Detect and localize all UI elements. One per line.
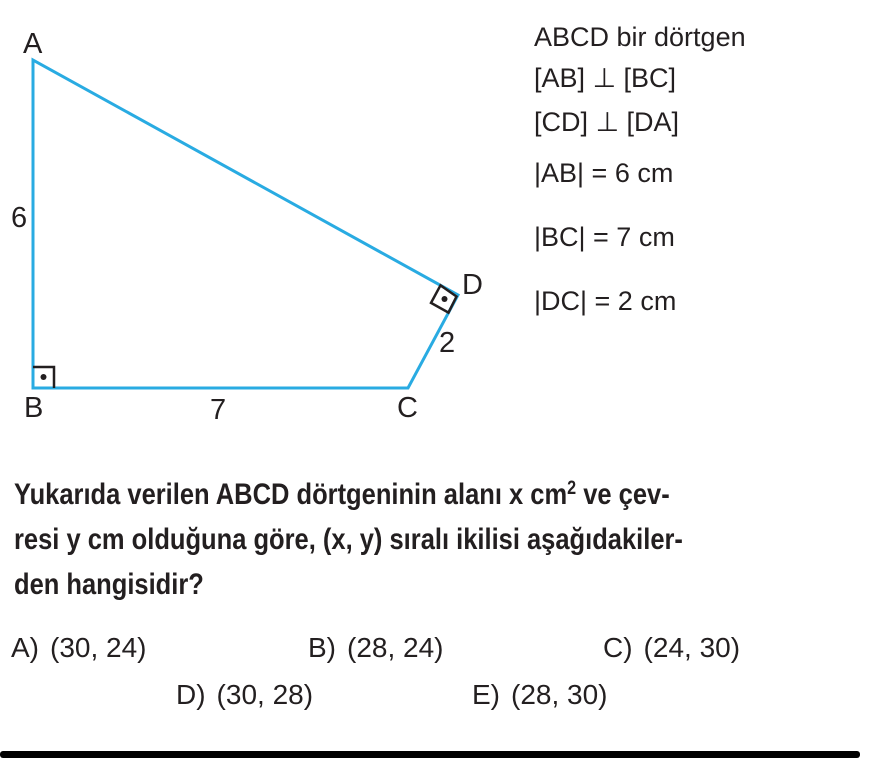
option-a-label: A) (11, 632, 39, 663)
option-c-label: C) (603, 632, 633, 663)
bottom-scan-bar (0, 751, 860, 758)
vertex-label-a: A (23, 28, 43, 60)
option-b-label: B) (308, 632, 336, 663)
option-c-value: (24, 30) (643, 632, 741, 663)
given-line-5: |BC| = 7 cm (534, 222, 675, 252)
question-text (14, 466, 683, 607)
right-angle-dot-b (41, 374, 47, 380)
question-line-3: den hangisidir? (14, 568, 204, 601)
quadrilateral-outline (33, 60, 458, 388)
side-label-ab: 6 (11, 202, 28, 234)
question-line-2: resi y cm olduğuna göre, (x, y) sıralı ikilisi aşağıdakiler- (14, 523, 683, 556)
option-e-label: E) (472, 679, 500, 710)
quadrilateral-figure (0, 0, 520, 460)
given-line-2: [AB] ⊥ [BC] (534, 63, 677, 93)
vertex-label-b: B (24, 392, 44, 424)
area-superscript: 2 (567, 478, 577, 499)
given-line-6: |DC| = 2 cm (534, 286, 677, 316)
option-a[interactable] (11, 634, 147, 662)
vertex-label-d: D (462, 269, 483, 301)
option-c[interactable] (603, 634, 740, 662)
option-e-value: (28, 30) (511, 679, 608, 710)
option-b[interactable] (308, 634, 444, 662)
option-a-value: (30, 24) (50, 632, 147, 663)
side-label-cd: 2 (439, 327, 456, 359)
given-line-1: ABCD bir dörtgen (534, 22, 746, 52)
given-line-4: |AB| = 6 cm (534, 158, 674, 188)
right-angle-dot-d (442, 296, 448, 302)
option-b-value: (28, 24) (347, 632, 444, 663)
side-label-bc: 7 (210, 394, 227, 426)
option-d[interactable] (176, 681, 313, 709)
option-d-value: (30, 28) (216, 679, 314, 710)
vertex-label-c: C (397, 392, 418, 424)
given-line-3: [CD] ⊥ [DA] (534, 107, 680, 137)
option-e[interactable] (472, 681, 608, 709)
option-d-label: D) (176, 679, 206, 710)
question-line-1: Yukarıda verilen ABCD dörtgeninin alanı x $cm^2$ ve çev- (14, 478, 670, 511)
